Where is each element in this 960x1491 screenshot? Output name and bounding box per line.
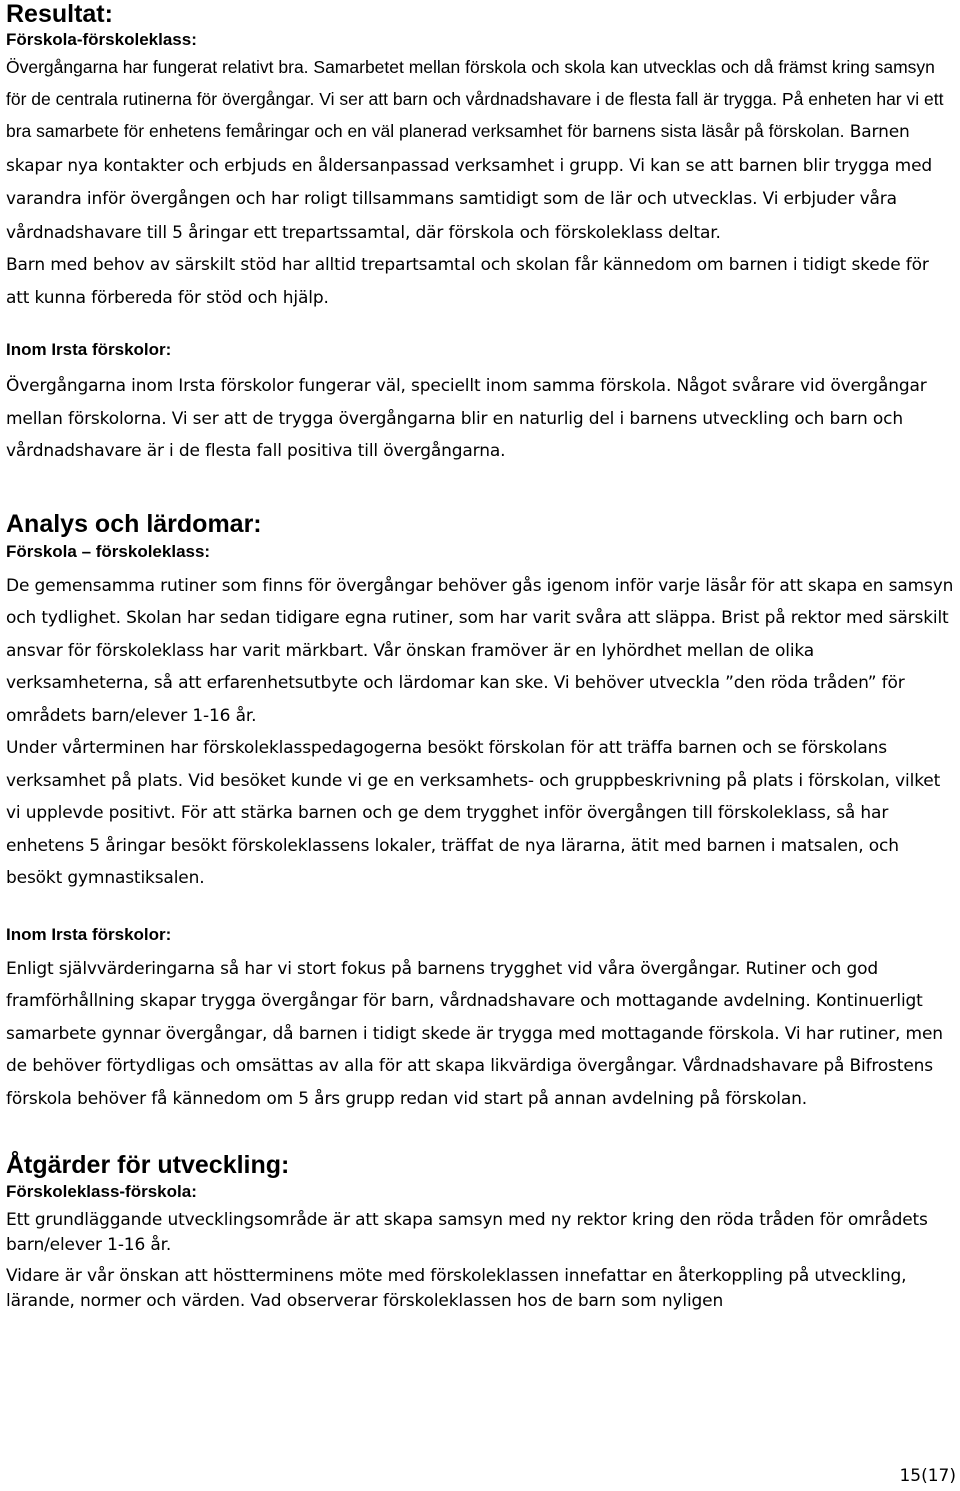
paragraph-resultat-1: Övergångarna har fungerat relativt bra. Samarbetet mellan förskola och skola kan utvecklas och då främst kring samsyn för de centrala rutinerna för övergångar. Vi ser att barn och vårdnadshavare i de flesta fall är trygga. På enheten har vi ett bra samarbete för enhetens femåringar och en väl planerad verksamhet för barnens sista läsår på förskolan. Barnen skapar nya kontakter och erbjuds en åldersanpassad verksamhet i grupp. Vi kan se att barnen blir trygga med varandra inför övergången och har roligt tillsammans samtidigt som de lär och utvecklas. Vi erbjuder våra vårdnadshavare till 5 åringar ett trepartssamtal, där förskola och förskoleklass deltar. [6,57,944,243]
subheading-forskola-forskoleklass: Förskola-förskoleklass: [6,30,197,49]
paragraph-resultat-2: Barn med behov av särskilt stöd har alltid trepartsamtal och skolan får kännedom om barnen i tidigt skede för att kunna förbereda för stöd och hjälp. [6,255,929,308]
paragraph-analys-1: De gemensamma rutiner som finns för övergångar behöver gås igenom inför varje läsår för att skapa en samsyn och tydlighet. Skolan har sedan tidigare egna rutiner, som har varit svåra att släppa. Brist på rektor med särskilt ansvar för förskoleklass har varit märkbart. Vår önskan framöver är en lyhördhet mellan de olika verksamheterna, så att erfarenhetsutbyte och lärdomar kan ske. Vi behöver utveckla ”den röda tråden” för områdets barn/elever 1-16 år. [6,575,954,726]
subheading-forskoleklass-forskola: Förskoleklass-förskola: [6,1182,197,1201]
paragraph-resultat-3: Övergångarna inom Irsta förskolor fungerar väl, speciellt inom samma förskola. Något svårare vid övergångar mellan förskolorna. Vi ser att de trygga övergångarna blir en naturlig del i barnens utveckling och barn och vårdnadshavare är i de flesta fall positiva till övergångarna. [6,376,927,461]
paragraph-atgarder-2: Vidare är vår önskan att höstterminens möte med förskoleklassen innefattar en återkoppling på utveckling, lärande, normer och värden. Vad observerar förskoleklassen hos de barn som nyligen [6,1266,907,1311]
paragraph-resultat-1b-text: Barnen skapar nya kontakter och erbjuds en åldersanpassad verksamhet i grupp. Vi kan se att barnen blir trygga med varandra inför övergången och har roligt tillsammans samtidigt som de lär och utvecklas. Vi erbjuder våra vårdnadshavare till 5 åringar ett trepartssamtal, där förskola och förskoleklass deltar. [6,122,933,243]
subheading-inom-irsta-2: Inom Irsta förskolor: [6,924,172,944]
paragraph-analys-2: Under vårterminen har förskoleklasspedagogerna besökt förskolan för att träffa barnen och se förskolans verksamhet på plats. Vid besöket kunde vi ge en verksamhets- och gruppbeskrivning på plats i förskolan, vilket vi upplevde positivt. För att stärka barnen och ge dem trygghet inför övergången till förskoleklass, så har enhetens 5 åringar besökt förskoleklassens lokaler, träffat de nya lärarna, ätit med barnen i matsalen, och besökt gymnastiksalen. [6,738,941,888]
subheading-inom-irsta-1: Inom Irsta förskolor: [6,340,172,359]
heading-atgarder: Åtgärder för utveckling: [6,1151,290,1179]
document-page [6,0,956,1314]
paragraph-analys-3: Enligt självvärderingarna så har vi stort fokus på barnens trygghet vid våra övergångar. Rutiner och god framförhållning skapar trygga övergångar för barn, vårdnadshavare och mottagande avdelning. Kontinuerligt samarbete gynnar övergångar, då barnen i tidigt skede är trygga med mottagande förskola. Vi har rutiner, men de behöver förtydligas och omsättas av alla för att skapa likvärdiga övergångar. Vårdnadshavare på Bifrostens förskola behöver få kännedom om 5 års grupp redan vid start på annan avdelning på förskolan. [6,958,943,1109]
heading-analys: Analys och lärdomar: [6,509,262,538]
heading-resultat: Resultat: [6,0,113,28]
subheading-forskola-forskoleklass-2: Förskola – förskoleklass: [6,541,211,561]
paragraph-atgarder-1: Ett grundläggande utvecklingsområde är att skapa samsyn med ny rektor kring den röda tråden för områdets barn/elever 1-16 år. [6,1210,928,1255]
page-number: 15(17) [899,1466,956,1486]
